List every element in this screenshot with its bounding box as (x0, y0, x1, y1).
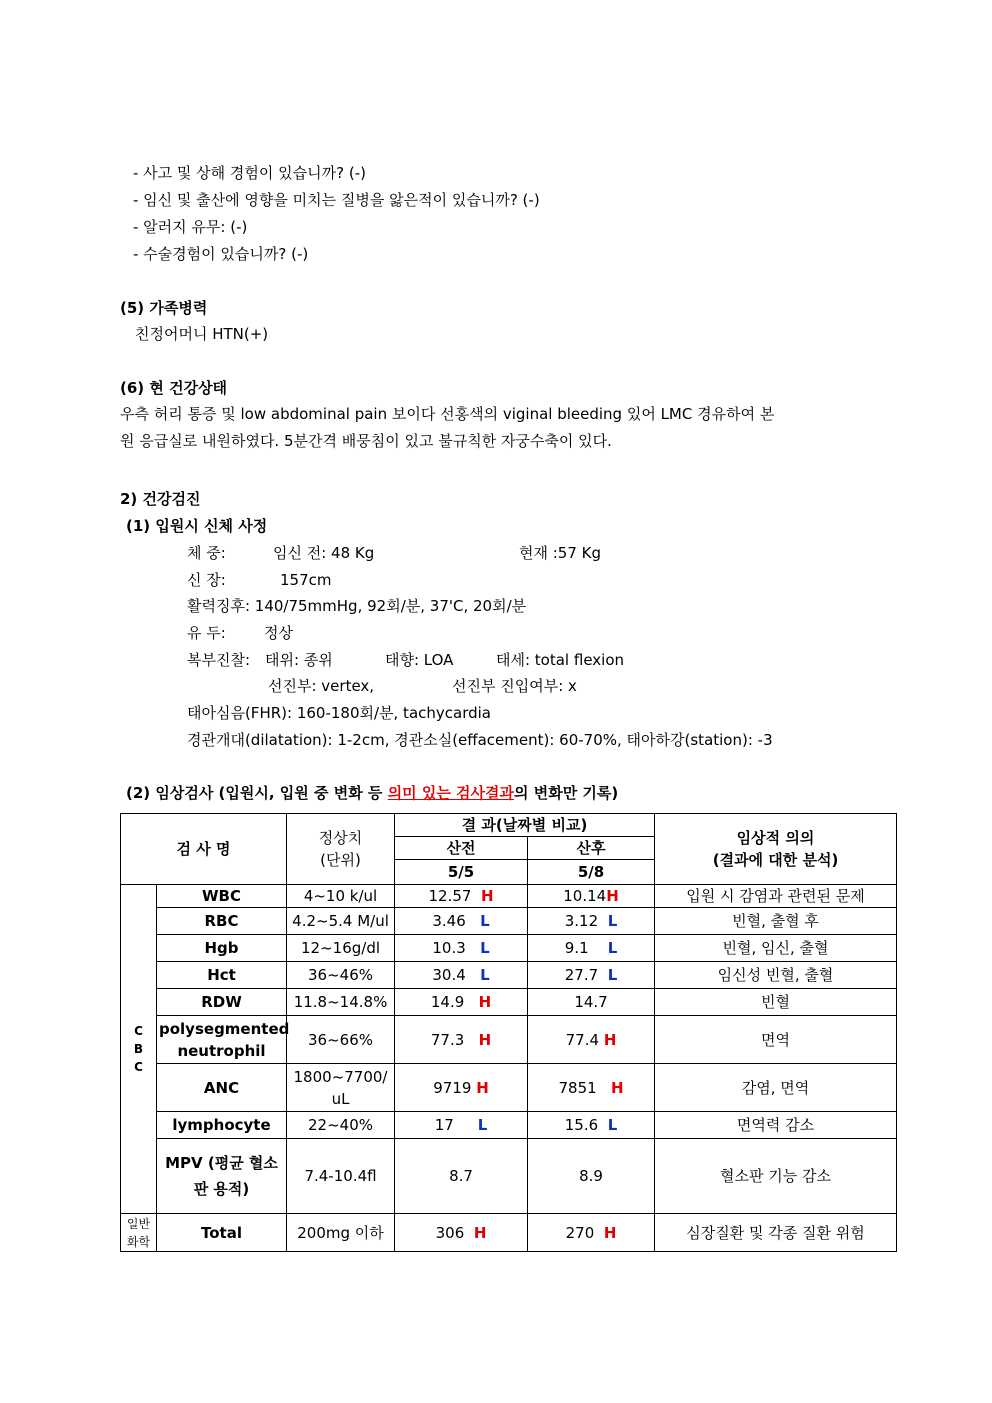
flag: H (478, 1030, 492, 1049)
header-significance (655, 814, 897, 885)
header-significance-sub: (결과에 대한 분석) (712, 851, 839, 869)
flag: H (603, 1030, 617, 1049)
value: 8.9 (579, 1167, 603, 1185)
breast-value: 정상 (264, 624, 293, 642)
header-significance-label: 임상적 의의 (736, 829, 815, 847)
test-name: Total (157, 1214, 287, 1252)
value-prenatal (395, 908, 528, 935)
value: 10.14 (563, 887, 607, 905)
normal-range: 200mg 이하 (287, 1214, 395, 1252)
flag: L (480, 966, 490, 984)
abd-lie: 태위: 종위 (265, 651, 333, 669)
header-normal (287, 814, 395, 885)
flag: L (480, 912, 490, 930)
normal-range: 12~16g/dl (287, 935, 395, 962)
value: 12.57 (428, 887, 472, 905)
header-result: 결 과(날짜별 비교) (395, 814, 655, 837)
test-name: polysegmented neutrophil (157, 1016, 287, 1064)
value: 306 (435, 1223, 465, 1242)
value: 77.4 (565, 1030, 600, 1049)
test-name: RBC (157, 908, 287, 935)
flag: H (478, 993, 492, 1011)
checkup-sub1: (1) 입원시 신체 사정 (126, 517, 268, 535)
value: 270 (565, 1223, 595, 1242)
history-item: - 임신 및 출산에 영향을 미치는 질병을 앓은적이 있습니까? (-) (133, 191, 540, 209)
header-date1: 5/5 (395, 860, 528, 885)
family-text: 친정어머니 HTN(+) (135, 325, 269, 343)
weight-label: 체 중: (187, 544, 226, 562)
test-name: RDW (157, 989, 287, 1016)
value: 10.3 (432, 939, 466, 957)
value-postnatal (528, 989, 655, 1016)
value-postnatal (528, 1139, 655, 1214)
history-item: - 알러지 유무: (-) (133, 218, 248, 236)
value-postnatal (528, 1064, 655, 1112)
test-name: MPV (평균 혈소판 용적) (157, 1139, 287, 1214)
value: 9719 (433, 1078, 472, 1097)
fhr: 태아심음(FHR): 160-180회/분, tachycardia (187, 704, 491, 722)
value-prenatal (395, 1112, 528, 1139)
history-item: - 수술경험이 있습니까? (-) (133, 245, 309, 263)
test-name: lymphocyte (157, 1112, 287, 1139)
cervix: 경관개대(dilatation): 1-2cm, 경관소실(effacement): 60-70%, 태아하강(station): -3 (187, 731, 773, 749)
value-prenatal (395, 1016, 528, 1064)
flag: L (477, 1116, 488, 1134)
header-prenatal: 산전 (395, 837, 528, 860)
vitals: 활력징후: 140/75mmHg, 92회/분, 37'C, 20회/분 (187, 597, 527, 615)
value: 15.6 (564, 1116, 599, 1134)
value: 14.7 (574, 993, 608, 1011)
value-prenatal (395, 1064, 528, 1112)
flag: L (480, 939, 490, 957)
checkup-heading: 2) 건강검진 (120, 490, 201, 508)
significance: 감염, 면역 (655, 1064, 897, 1112)
lab-results-table (120, 813, 897, 1252)
flag: L (607, 912, 618, 930)
test-name: Hgb (157, 935, 287, 962)
flag: H (610, 1078, 624, 1097)
header-test-name: 검 사 명 (121, 814, 287, 885)
flag: H (480, 887, 494, 905)
normal-range: 36~46% (287, 962, 395, 989)
test-name: WBC (157, 885, 287, 908)
normal-range: 4~10 k/ul (287, 885, 395, 908)
current-line2: 원 응급실로 내원하였다. 5분간격 배뭉침이 있고 불규칙한 자궁수축이 있다. (120, 432, 612, 450)
header-date2: 5/8 (528, 860, 655, 885)
normal-range: 36~66% (287, 1016, 395, 1064)
current-heading: (6) 현 건강상태 (120, 379, 228, 397)
flag: H (473, 1223, 487, 1242)
value-postnatal (528, 1016, 655, 1064)
sub2-text-pre: (2) 임상검사 (입원시, 입원 중 변화 등 (126, 784, 388, 802)
flag: L (607, 966, 618, 984)
significance: 빈혈, 출혈 후 (655, 908, 897, 935)
significance: 입원 시 감염과 관련된 문제 (655, 885, 897, 908)
flag: L (607, 939, 618, 957)
significance: 임신성 빈혈, 출혈 (655, 962, 897, 989)
engagement: 선진부 진입여부: x (452, 677, 577, 695)
significance: 면역 (655, 1016, 897, 1064)
group-chemistry: 일반 화학 (121, 1214, 157, 1252)
value-postnatal (528, 1112, 655, 1139)
flag: H (603, 1223, 617, 1242)
normal-range: 1800~7700/uL (287, 1064, 395, 1112)
flag: L (607, 1116, 618, 1134)
normal-range: 11.8~14.8% (287, 989, 395, 1016)
sub2-text-post: 의 변화만 기록) (514, 784, 619, 802)
significance: 빈혈 (655, 989, 897, 1016)
value-postnatal (528, 962, 655, 989)
value-postnatal (528, 935, 655, 962)
value-prenatal (395, 885, 528, 908)
value-postnatal (528, 908, 655, 935)
history-item: - 사고 및 상해 경험이 있습니까? (-) (133, 164, 366, 182)
breast-label: 유 두: (187, 624, 226, 642)
presenting-part: 선진부: vertex, (268, 677, 375, 695)
value-prenatal (395, 935, 528, 962)
value: 77.3 (430, 1030, 465, 1049)
significance: 혈소판 기능 감소 (655, 1139, 897, 1214)
test-name: ANC (157, 1064, 287, 1112)
value-prenatal (395, 989, 528, 1016)
value: 3.46 (432, 912, 466, 930)
group-cbc: C B C (121, 885, 157, 1214)
value-prenatal (395, 1214, 528, 1252)
significance: 심장질환 및 각종 질환 위험 (655, 1214, 897, 1252)
value: 9.1 (564, 939, 589, 957)
value-postnatal (528, 885, 655, 908)
family-heading: (5) 가족병력 (120, 299, 208, 317)
value-prenatal (395, 962, 528, 989)
value: 17 (434, 1116, 454, 1134)
abd-position: 태향: LOA (385, 651, 454, 669)
value: 3.12 (564, 912, 599, 930)
normal-range: 4.2~5.4 M/ul (287, 908, 395, 935)
value: 14.9 (430, 993, 465, 1011)
test-name: Hct (157, 962, 287, 989)
header-normal-unit: (단위) (320, 851, 361, 869)
value: 7851 (558, 1078, 597, 1097)
weight-before: 임신 전: 48 Kg (273, 544, 375, 562)
significance: 빈혈, 임신, 출혈 (655, 935, 897, 962)
normal-range: 7.4-10.4fl (287, 1139, 395, 1214)
height-label: 신 장: (187, 571, 226, 589)
value-prenatal (395, 1139, 528, 1214)
flag: H (476, 1078, 489, 1097)
header-postnatal: 산후 (528, 837, 655, 860)
sub2-text-highlight: 의미 있는 검사결과 (387, 784, 515, 802)
current-line1: 우측 허리 통증 및 low abdominal pain 보이다 선홍색의 viginal bleeding 있어 LMC 경유하여 본 (120, 405, 775, 423)
value: 8.7 (449, 1167, 473, 1185)
normal-range: 22~40% (287, 1112, 395, 1139)
checkup-sub2 (126, 783, 618, 803)
abd-label: 복부진찰: (187, 651, 251, 669)
height-value: 157cm (280, 571, 332, 589)
header-normal-label: 정상치 (318, 829, 363, 847)
value: 27.7 (564, 966, 599, 984)
value-postnatal (528, 1214, 655, 1252)
weight-now: 현재 :57 Kg (519, 544, 602, 562)
significance: 면역력 감소 (655, 1112, 897, 1139)
value: 30.4 (432, 966, 466, 984)
flag: H (606, 887, 619, 905)
abd-attitude: 태세: total flexion (496, 651, 625, 669)
